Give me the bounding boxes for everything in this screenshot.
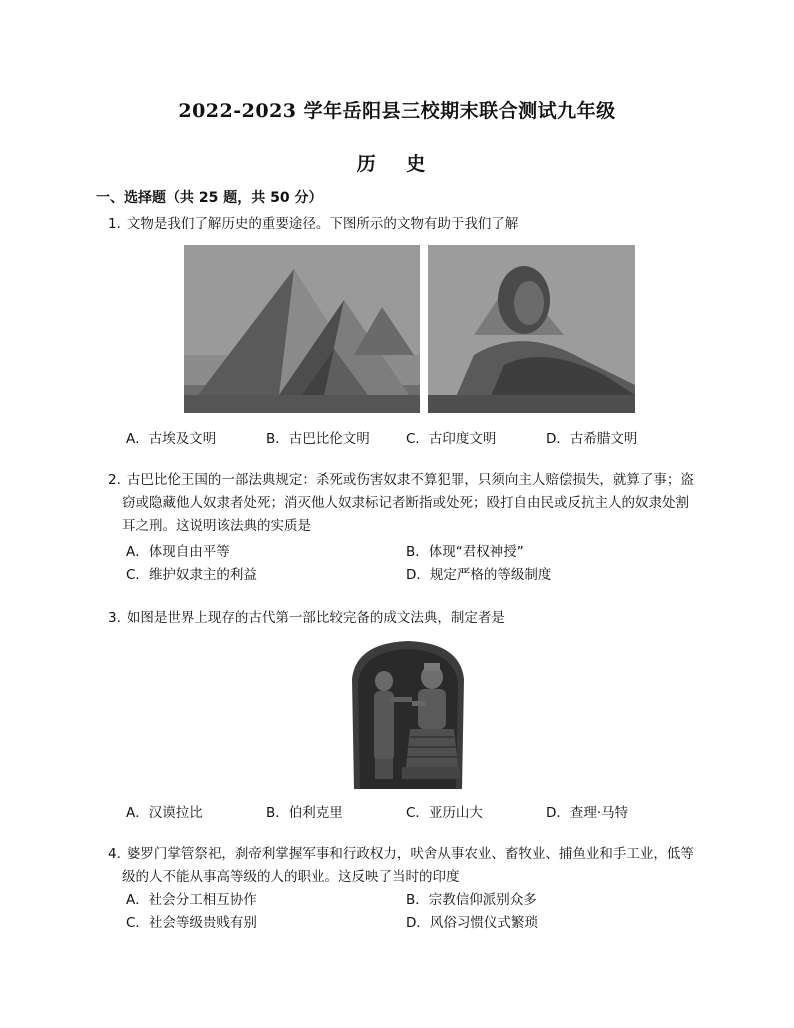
question-stem-line: 级的人不能从事高等级的人的职业。这反映了当时的印度 (122, 869, 460, 885)
option-c[interactable]: C．亚历山大 (406, 805, 483, 821)
question-stem-line: 窃或隐藏他人奴隶者处死；消灭他人奴隶标记者断指或处死；殴打自由民或反抗主人的奴隶处割 (122, 495, 689, 511)
question-2-options (126, 541, 686, 587)
question-4 (108, 843, 708, 889)
question-stem: 文物是我们了解历史的重要途径。下图所示的文物有助于我们了解 (126, 216, 519, 232)
question-4-options (126, 889, 686, 935)
option-d[interactable]: D．古希腊文明 (546, 431, 638, 447)
question-1 (108, 213, 708, 236)
option-b[interactable]: B．伯利克里 (266, 805, 343, 821)
question-number: 1. (108, 216, 121, 232)
option-a[interactable]: A．体现自由平等 (126, 544, 230, 560)
question-1-options (126, 427, 686, 447)
option-d[interactable]: D．查理·马特 (546, 805, 629, 821)
option-a[interactable]: A．古埃及文明 (126, 431, 217, 447)
question-3 (108, 607, 708, 630)
question-number: 3. (108, 610, 121, 626)
question-stem-line: 古巴比伦王国的一部法典规定：杀死或伤害奴隶不算犯罪，只须向主人赔偿损失，就算了事；盗 (126, 472, 694, 488)
option-a[interactable]: A．汉谟拉比 (126, 805, 203, 821)
section-heading: 一、选择题（共 25 题，共 50 分） (96, 190, 323, 206)
option-b[interactable]: B．宗教信仰派别众多 (406, 892, 537, 908)
option-c[interactable]: C．社会等级贵贱有别 (126, 915, 257, 931)
question-stem-line: 婆罗门掌管祭祀，刹帝利掌握军事和行政权力，吠舍从事农业、畜牧业、捕鱼业和手工业，低等 (126, 846, 694, 862)
option-b[interactable]: B．古巴比伦文明 (266, 431, 370, 447)
code-of-hammurabi-stele-image (346, 639, 470, 789)
option-c[interactable]: C．维护奴隶主的利益 (126, 567, 257, 583)
question-2 (108, 469, 708, 538)
exam-title: 2022-2023 学年岳阳县三校期末联合测试九年级 (178, 100, 616, 122)
pyramids-sphinx-photo (184, 245, 635, 413)
option-d[interactable]: D．规定严格的等级制度 (406, 567, 552, 583)
option-a[interactable]: A．社会分工相互协作 (126, 892, 257, 908)
question-number: 2. (108, 472, 121, 488)
question-stem: 如图是世界上现存的古代第一部比较完备的成文法典，制定者是 (126, 610, 505, 626)
subject-title: 历 史 (356, 153, 438, 175)
question-stem-line: 耳之刑。这说明该法典的实质是 (122, 518, 311, 534)
option-d[interactable]: D．风俗习惯仪式繁琐 (406, 915, 538, 931)
option-b[interactable]: B．体现“君权神授” (406, 544, 524, 560)
question-3-options (126, 801, 686, 821)
question-number: 4. (108, 846, 121, 862)
option-c[interactable]: C．古印度文明 (406, 431, 497, 447)
